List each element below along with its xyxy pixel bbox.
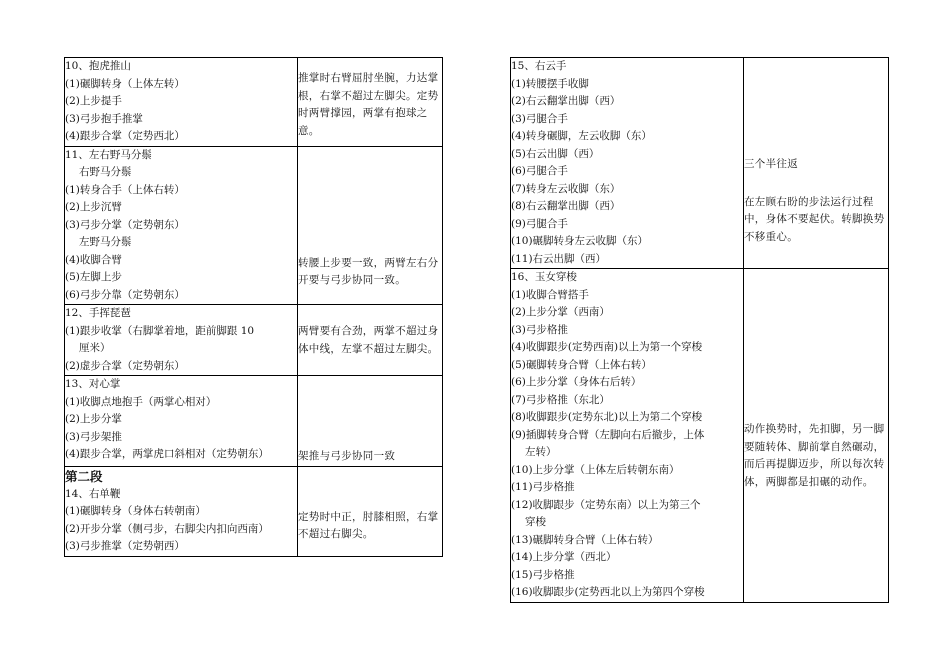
step-line: (4)收脚跟步(定势西南)以上为第一个穿梭 bbox=[511, 341, 703, 353]
notes-cell bbox=[744, 58, 889, 269]
steps-cell bbox=[65, 376, 298, 467]
step-line: (1)转身合手（上体右转） bbox=[65, 183, 185, 196]
note-text: 两臂要有合劲，两掌不超过身体中线，左掌不超过左脚尖。 bbox=[298, 325, 439, 355]
notes-cell bbox=[298, 58, 443, 147]
step-line: (2)上步提手 bbox=[65, 95, 122, 107]
table-row bbox=[65, 58, 443, 147]
step-line: (3)弓步格推 bbox=[511, 323, 568, 336]
step-line: (1)碾脚转身（上体左转） bbox=[65, 77, 185, 90]
step-line: (1)转腰摆手收脚 bbox=[511, 77, 589, 90]
form-title: 11、左右野马分鬃 bbox=[65, 148, 152, 161]
step-line: (2)右云翻掌出脚（西） bbox=[511, 95, 621, 107]
steps-cell bbox=[65, 466, 298, 556]
step-line: (6)弓步分靠（定势朝东） bbox=[65, 288, 185, 301]
form-title: 10、抱虎推山 bbox=[65, 60, 131, 72]
step-line: (11)右云出脚（西） bbox=[511, 252, 607, 265]
step-line: (3)弓步架推 bbox=[65, 430, 122, 443]
table-row bbox=[65, 466, 443, 556]
notes-cell bbox=[298, 146, 443, 305]
notes-cell bbox=[298, 376, 443, 467]
step-line: (5)碾脚转身合臂（上体右转） bbox=[511, 358, 652, 371]
steps-cell bbox=[65, 58, 298, 147]
note-text: 定势时中正，肘膝相照，右掌不超过右脚尖。 bbox=[298, 510, 439, 540]
step-line: (4)跟步合掌，两掌虎口斜相对（定势朝东） bbox=[65, 448, 269, 460]
step-line: (3)弓步分掌（定势朝东） bbox=[65, 218, 185, 231]
notes-cell bbox=[744, 269, 889, 603]
section-heading: 第二段 bbox=[65, 468, 103, 484]
step-line: (6)上步分掌（身体右后转） bbox=[511, 376, 642, 388]
form-title: 15、右云手 bbox=[511, 60, 567, 72]
step-line: 左野马分鬃 bbox=[79, 236, 132, 248]
steps-cell bbox=[511, 269, 744, 603]
step-line: 左转） bbox=[525, 446, 557, 458]
step-line: 厘米） bbox=[79, 342, 111, 354]
form-title: 16、玉女穿梭 bbox=[511, 271, 577, 283]
step-line: (3)弓步抱手推掌 bbox=[65, 112, 143, 125]
step-line: (8)右云翻掌出脚（西） bbox=[511, 200, 621, 212]
note-text: 三个半往返 bbox=[744, 158, 798, 170]
note-text: 推掌时右臂屈肘坐腕，力达掌根，右掌不超过左脚尖。定势时两臂撑园，两掌有抱球之意。 bbox=[298, 72, 439, 137]
step-line: (1)收脚点地抱手（两掌心相对） bbox=[65, 395, 217, 408]
notes-cell bbox=[298, 305, 443, 376]
step-line: (8)收脚跟步(定势东北)以上为第二个穿梭 bbox=[511, 411, 703, 423]
step-line: (1)跟步收掌（右脚掌着地，距前脚跟 10 bbox=[65, 324, 255, 337]
table-row bbox=[511, 58, 889, 269]
step-line: (12)收脚跟步（定势东南）以上为第三个 bbox=[511, 498, 701, 511]
step-line: (2)上步沉臂 bbox=[65, 201, 122, 213]
step-line: (11)弓步格推 bbox=[511, 481, 575, 493]
table-row bbox=[65, 146, 443, 305]
step-line: (9)弓腿合手 bbox=[511, 217, 568, 230]
steps-cell bbox=[511, 58, 744, 269]
table-row bbox=[65, 376, 443, 467]
step-line: (10)碾脚转身左云收脚（东） bbox=[511, 235, 649, 247]
step-line: (7)转身左云收脚（东） bbox=[511, 182, 621, 195]
step-line: (1)碾脚转身（身体右转朝南） bbox=[65, 505, 206, 517]
left-table bbox=[64, 57, 443, 557]
step-line: 右野马分鬃 bbox=[79, 166, 132, 178]
notes-cell bbox=[298, 466, 443, 556]
form-title: 14、右单鞭 bbox=[65, 487, 121, 500]
step-line: (4)转身碾脚，左云收脚（东） bbox=[511, 130, 652, 142]
step-line: (4)收脚合臂 bbox=[65, 253, 122, 266]
step-line: (9)插脚转身合臂（左脚向右后撤步，上体 bbox=[511, 428, 705, 441]
step-line: (2)上步分掌 bbox=[65, 413, 122, 425]
step-line: (2)上步分掌（西南） bbox=[511, 306, 610, 318]
step-line: (15)弓步格推 bbox=[511, 568, 575, 581]
note-text: 架推与弓步协同一致 bbox=[298, 450, 396, 462]
step-line: (1)收脚合臂搭手 bbox=[511, 288, 589, 301]
steps-cell bbox=[65, 146, 298, 305]
right-table bbox=[510, 57, 889, 603]
step-line: (6)弓腿合手 bbox=[511, 165, 568, 177]
step-line: (2)开步分掌（侧弓步，右脚尖内扣向西南） bbox=[65, 522, 269, 535]
form-title: 13、对心掌 bbox=[65, 378, 121, 390]
step-line: (2)虚步合掌（定势朝东） bbox=[65, 359, 185, 372]
steps-cell bbox=[65, 305, 298, 376]
step-line: 穿梭 bbox=[525, 516, 546, 528]
note-text: 动作换势时，先扣脚，另一脚要随转体、脚前掌自然碾动，而后再提脚迈步，所以每次转体，两脚都是扣碾的动作。 bbox=[744, 423, 885, 488]
note-text: 在左顾右盼的步法运行过程中，身体不要起伏。转脚换势不移重心。 bbox=[744, 195, 885, 243]
table-row bbox=[511, 269, 889, 603]
table-row bbox=[65, 305, 443, 376]
form-title: 12、手挥琵琶 bbox=[65, 307, 131, 319]
step-line: (3)弓步推掌（定势朝西） bbox=[65, 540, 185, 552]
step-line: (16)收脚跟步(定势西北以上为第四个穿梭 bbox=[511, 586, 705, 598]
step-line: (5)右云出脚（西） bbox=[511, 147, 600, 160]
step-line: (4)跟步合掌（定势西北） bbox=[65, 130, 185, 142]
step-line: (5)左脚上步 bbox=[65, 271, 122, 283]
note-text: 转腰上步要一致，两臂左右分开要与弓步协同一致。 bbox=[298, 256, 439, 286]
step-line: (3)弓腿合手 bbox=[511, 112, 568, 125]
step-line: (13)碾脚转身合臂（上体右转） bbox=[511, 533, 659, 546]
step-line: (14)上步分掌（西北） bbox=[511, 551, 617, 563]
step-line: (10)上步分掌（上体左后转朝东南） bbox=[511, 463, 680, 476]
step-line: (7)弓步格推（东北） bbox=[511, 393, 610, 406]
